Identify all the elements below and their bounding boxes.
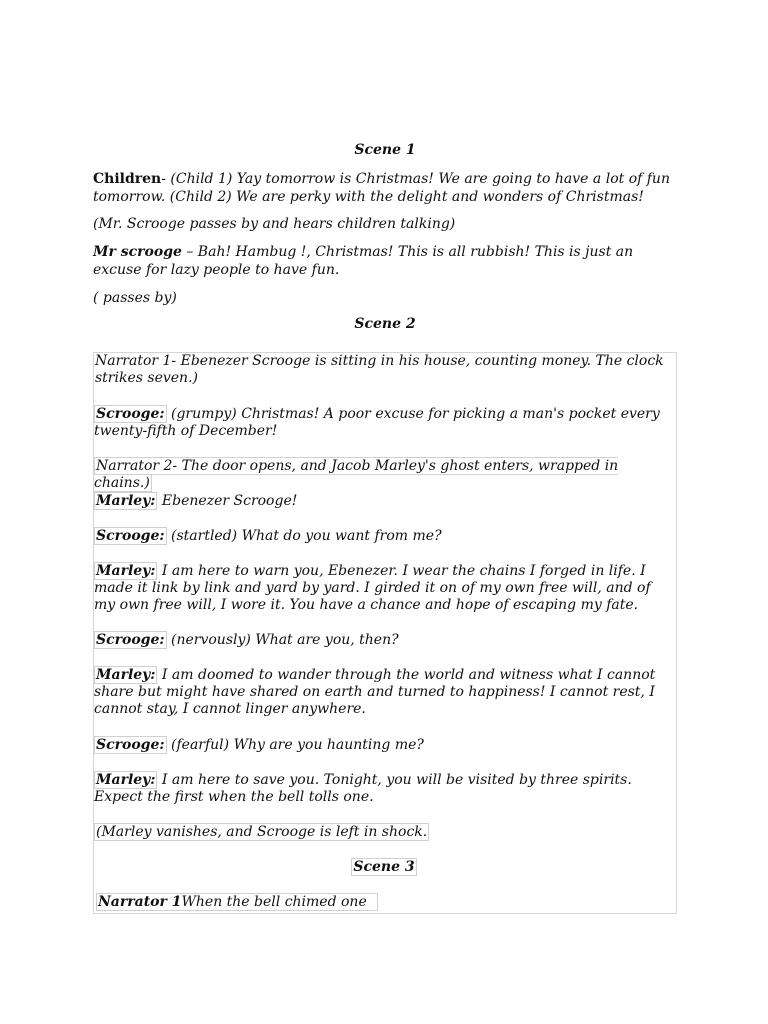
speaker-marley: Marley: [96, 667, 156, 683]
scene-1-title: Scene 1 [354, 142, 416, 158]
dialogue-text: I am here to warn you, Ebenezer. I wear the chains I forged in life. I made it link by link and yard by yard. I girded it on of my own free will, and of my own free will, I wore it. You have a chance and hope of escaping my fate. [94, 563, 651, 613]
dialogue-text: I am here to save you. Tonight, you will be visited by three spirits. Expect the first when the bell tolls one. [94, 772, 632, 805]
narrator-2-text: Narrator 2- The door opens, and Jacob Marley's ghost enters, wrapped in chains.) [94, 458, 619, 491]
dialogue-line-2 [94, 493, 674, 510]
children-line [93, 170, 677, 206]
dialogue-line-6 [94, 667, 674, 718]
scrooge-line [93, 243, 677, 279]
scrooge-label: Mr scrooge [93, 244, 182, 260]
dialogue-line-8 [94, 772, 674, 806]
narrator-2-line [94, 458, 674, 492]
dialogue-text: I am doomed to wander through the world and witness what I cannot share but might have shared on earth and turned to happiness! I cannot rest, I cannot stay, I cannot linger anywhere. [94, 667, 656, 717]
speaker-scrooge: Scrooge: [96, 737, 165, 753]
speaker-scrooge: Scrooge: [96, 528, 165, 544]
stage-end-text: (Marley vanishes, and Scrooge is left in shock. [96, 824, 428, 840]
dialogue-line-1 [94, 406, 674, 440]
speaker-marley: Marley: [96, 563, 156, 579]
dialogue-text: Ebenezer Scrooge! [157, 493, 298, 509]
scene-3-title-row [94, 859, 674, 876]
children-label: Children [93, 171, 162, 187]
narrator-text: When the bell chimed one [181, 894, 367, 910]
scene-3-title: Scene 3 [353, 859, 415, 875]
dialogue-text: (startled) What do you want from me? [166, 528, 442, 544]
narrator-1-text: Narrator 1- Ebenezer Scrooge is sitting in his house, counting money. The clock strikes seven.) [95, 353, 664, 386]
dialogue-line-3 [94, 528, 674, 545]
scrooge-text: – Bah! Hambug !, Christmas! This is all rubbish! This is just an excuse for lazy people to have fun. [93, 244, 634, 278]
stage-direction-2: ( passes by) [93, 290, 177, 306]
dialogue-text: (nervously) What are you, then? [166, 632, 399, 648]
speaker-marley: Marley: [96, 493, 156, 509]
narrator-label: Narrator 1 [98, 894, 182, 910]
scene-2-box [93, 352, 677, 914]
dialogue-line-4 [94, 563, 674, 614]
stage-direction-end [94, 824, 674, 841]
dialogue-line-5 [94, 632, 674, 649]
dialogue-text: (fearful) Why are you haunting me? [166, 737, 424, 753]
children-text: - (Child 1) Yay tomorrow is Christmas! We are going to have a lot of fun tomorrow. (Child 2) We are perky with the delight and wonders of Christmas! [93, 171, 670, 205]
stage-direction-1: (Mr. Scrooge passes by and hears children talking) [93, 216, 456, 232]
speaker-scrooge: Scrooge: [96, 632, 165, 648]
scene-3-narrator-line [96, 894, 676, 911]
speaker-marley: Marley: [96, 772, 156, 788]
scene-3-narrator [96, 893, 378, 911]
dialogue-text: (grumpy) Christmas! A poor excuse for picking a man's pocket every twenty-fifth of December! [94, 406, 660, 439]
narrator-1-line [95, 353, 675, 387]
speaker-scrooge: Scrooge: [96, 406, 165, 422]
scene-2-title: Scene 2 [354, 316, 416, 332]
dialogue-line-7 [94, 737, 674, 754]
